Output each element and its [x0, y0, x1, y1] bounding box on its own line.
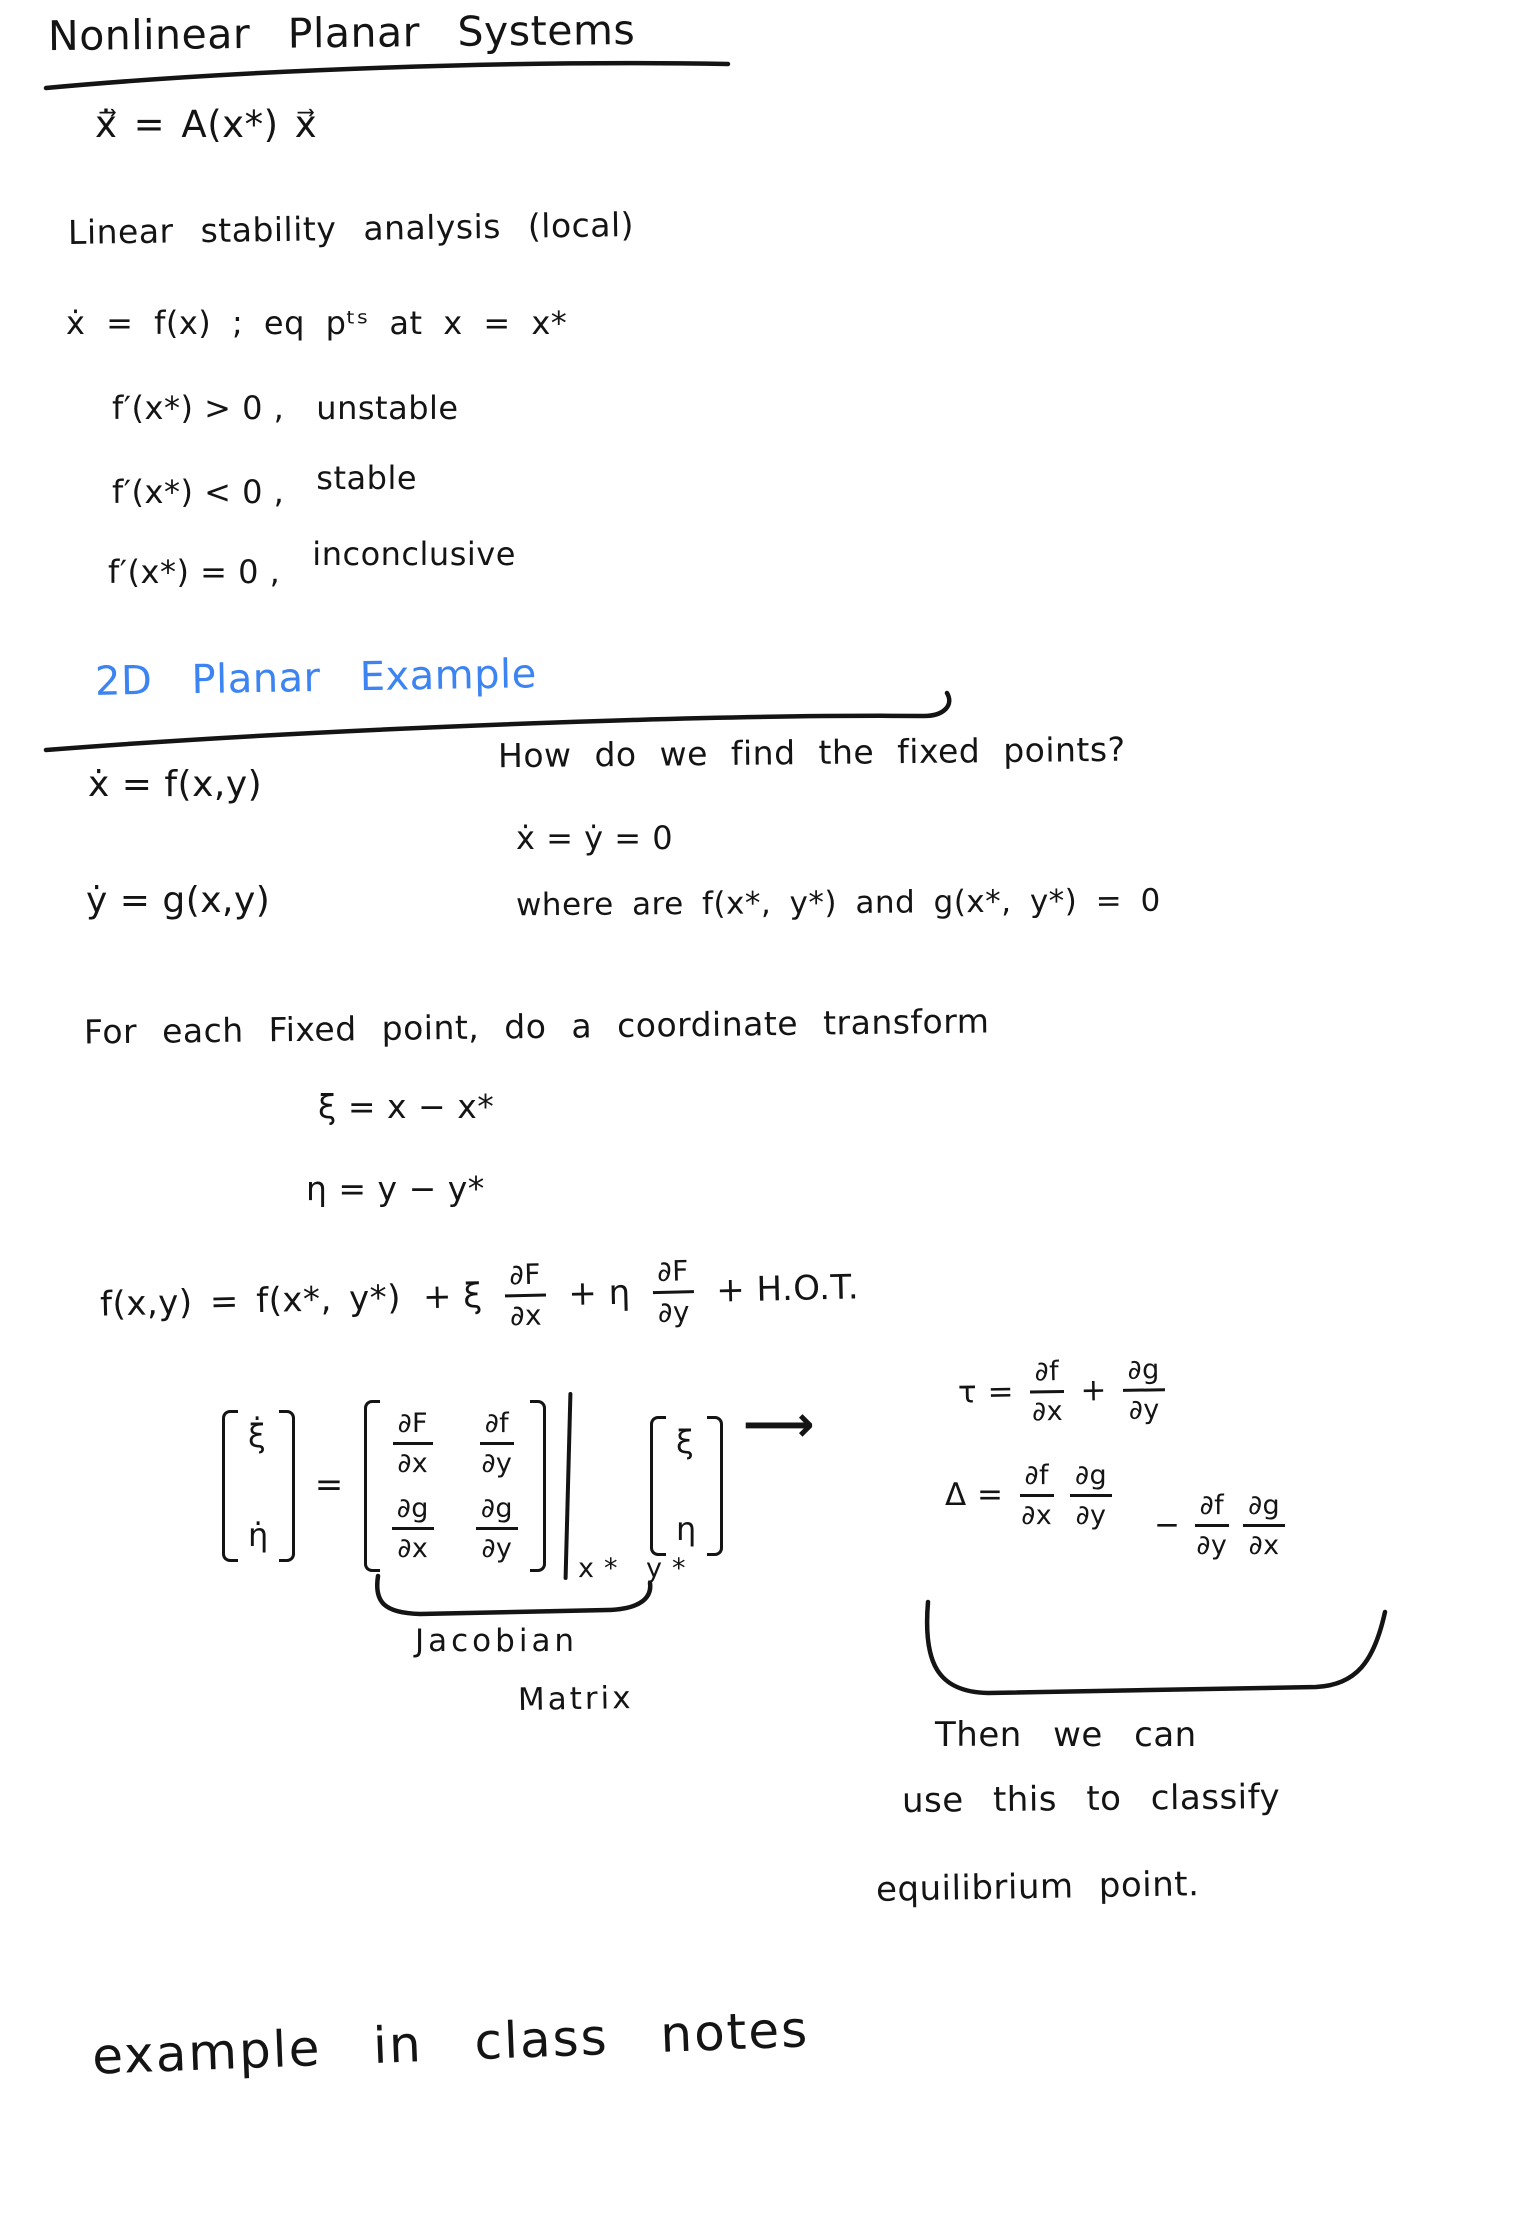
partial-g-y-frac [1070, 1462, 1112, 1529]
stability-case-stable [112, 459, 418, 511]
frac-numerator: ∂g [1122, 1356, 1165, 1392]
taylor-eta-term: + η [567, 1272, 632, 1314]
plus-sign: + [1080, 1371, 1108, 1409]
trace-formula [957, 1356, 1165, 1427]
jacobian-entry-11 [393, 1410, 434, 1477]
page-title: Nonlinear Planar Systems [47, 5, 636, 61]
frac-numerator: ∂f [480, 1410, 514, 1445]
tau-lhs: τ = [957, 1373, 1015, 1411]
conclusion-line-3: equilibrium point. [875, 1864, 1200, 1910]
planar-eq-y: ẏ = g(x,y) [86, 880, 271, 921]
frac-numerator: ∂g [1070, 1462, 1112, 1497]
where-fixed-points-line: where are f(x*, y*) and g(x*, y*) = 0 [515, 882, 1161, 924]
vector-form-equation: ẋ⃗ = A(x*) x⃗ [95, 103, 318, 146]
frac-numerator: ∂g [476, 1495, 518, 1530]
matrix-bracket-left [364, 1400, 380, 1572]
xi-entry: ξ [676, 1423, 695, 1461]
eta-definition: η = y − y* [306, 1169, 485, 1208]
coordinate-transform-line: For each Fixed point, do a coordinate transform [83, 1001, 990, 1052]
equals-sign: = [314, 1465, 344, 1506]
conclusion-line-1: Then we can [935, 1715, 1197, 1755]
state-vector-lhs [222, 1410, 295, 1562]
case-condition: f′(x*) = 0 , [108, 553, 281, 591]
partial-F-x-frac [504, 1257, 547, 1333]
frac-denominator: ∂y [481, 1448, 513, 1479]
partial-F-y-frac [652, 1254, 695, 1329]
frac-numerator: ∂F [504, 1260, 546, 1297]
state-vector-rhs [650, 1416, 723, 1556]
jacobian-entry-21 [392, 1495, 434, 1562]
partial-g-y-frac [1122, 1356, 1165, 1424]
xi-dot-entry: ξ̇ [248, 1417, 267, 1455]
bracket-left [222, 1410, 238, 1562]
case-label: unstable [316, 389, 459, 427]
evaluation-at-fixed-point [566, 1392, 696, 1584]
frac-denominator: ∂x [1031, 1395, 1064, 1428]
eta-dot-entry: η̇ [248, 1516, 269, 1555]
jacobian-equation [222, 1392, 815, 1584]
equilibrium-ode-line: ẋ = f(x) ; eq pᵗˢ at x = x* [66, 304, 568, 342]
bracket-right [707, 1416, 723, 1556]
frac-denominator: ∂x [1248, 1530, 1280, 1561]
partial-g-x-frac [1243, 1492, 1285, 1559]
fixed-point-condition: ẋ = ẏ = 0 [516, 819, 674, 857]
evaluation-subscript: x* y* [578, 1552, 696, 1584]
taylor-expansion [99, 1253, 860, 1339]
footer-note: example in class notes [91, 2000, 811, 2086]
bracket-left [650, 1416, 666, 1556]
maps-to-arrow-icon: ⟶ [742, 1395, 815, 1453]
matrix-bracket-right [530, 1400, 546, 1572]
case-condition: f′(x*) > 0 , [112, 389, 285, 427]
jacobian-entry-22 [476, 1495, 518, 1562]
matrix-label: Matrix [517, 1679, 634, 1719]
eta-entry: η [676, 1510, 697, 1549]
stability-case-inconclusive [108, 535, 516, 591]
frac-numerator: ∂F [652, 1257, 694, 1294]
classification-bracket [927, 1602, 1385, 1693]
frac-numerator: ∂f [1020, 1462, 1054, 1497]
frac-denominator: ∂y [1196, 1530, 1228, 1561]
minus-sign: − [1154, 1506, 1181, 1543]
jacobian-matrix [364, 1400, 546, 1572]
case-condition: f′(x*) < 0 , [112, 473, 285, 511]
frac-numerator: ∂g [392, 1495, 434, 1530]
case-label: inconclusive [312, 535, 516, 573]
planar-example-heading: 2D Planar Example [94, 651, 538, 705]
higher-order-terms: + H.O.T. [715, 1267, 860, 1311]
bracket-right [279, 1410, 295, 1562]
taylor-lhs: f(x,y) = f(x*, y*) [99, 1277, 402, 1325]
title-underline [46, 63, 728, 88]
frac-denominator: ∂x [397, 1448, 429, 1479]
stability-case-unstable [112, 390, 459, 427]
frac-denominator: ∂x [509, 1298, 543, 1333]
frac-denominator: ∂y [1075, 1500, 1107, 1531]
conclusion-line-2: use this to classify [901, 1777, 1281, 1821]
case-label: stable [316, 459, 418, 497]
frac-denominator: ∂y [481, 1533, 513, 1564]
delta-lhs: Δ = [945, 1476, 1004, 1513]
partial-f-x-frac [1029, 1358, 1065, 1426]
partial-f-y-frac [1195, 1492, 1229, 1559]
partial-f-x-frac [1020, 1462, 1054, 1529]
taylor-xi-term: + ξ [422, 1275, 484, 1318]
fixed-points-question: How do we find the fixed points? [497, 729, 1126, 776]
frac-numerator: ∂f [1029, 1358, 1064, 1394]
frac-numerator: ∂F [393, 1410, 434, 1445]
frac-denominator: ∂x [397, 1533, 429, 1564]
frac-numerator: ∂f [1195, 1492, 1229, 1527]
linear-stability-heading: Linear stability analysis (local) [67, 205, 635, 252]
frac-denominator: ∂y [657, 1295, 691, 1329]
determinant-second-product [1154, 1492, 1285, 1559]
frac-denominator: ∂x [1021, 1500, 1053, 1531]
determinant-formula [945, 1460, 1281, 1561]
xi-definition: ξ = x − x* [318, 1087, 495, 1126]
planar-eq-x: ẋ = f(x,y) [88, 764, 263, 805]
jacobian-entry-12 [480, 1410, 514, 1477]
frac-numerator: ∂g [1243, 1492, 1285, 1527]
evaluation-bar [564, 1392, 573, 1580]
frac-denominator: ∂y [1128, 1394, 1161, 1426]
jacobian-label: Jacobian [415, 1623, 579, 1659]
